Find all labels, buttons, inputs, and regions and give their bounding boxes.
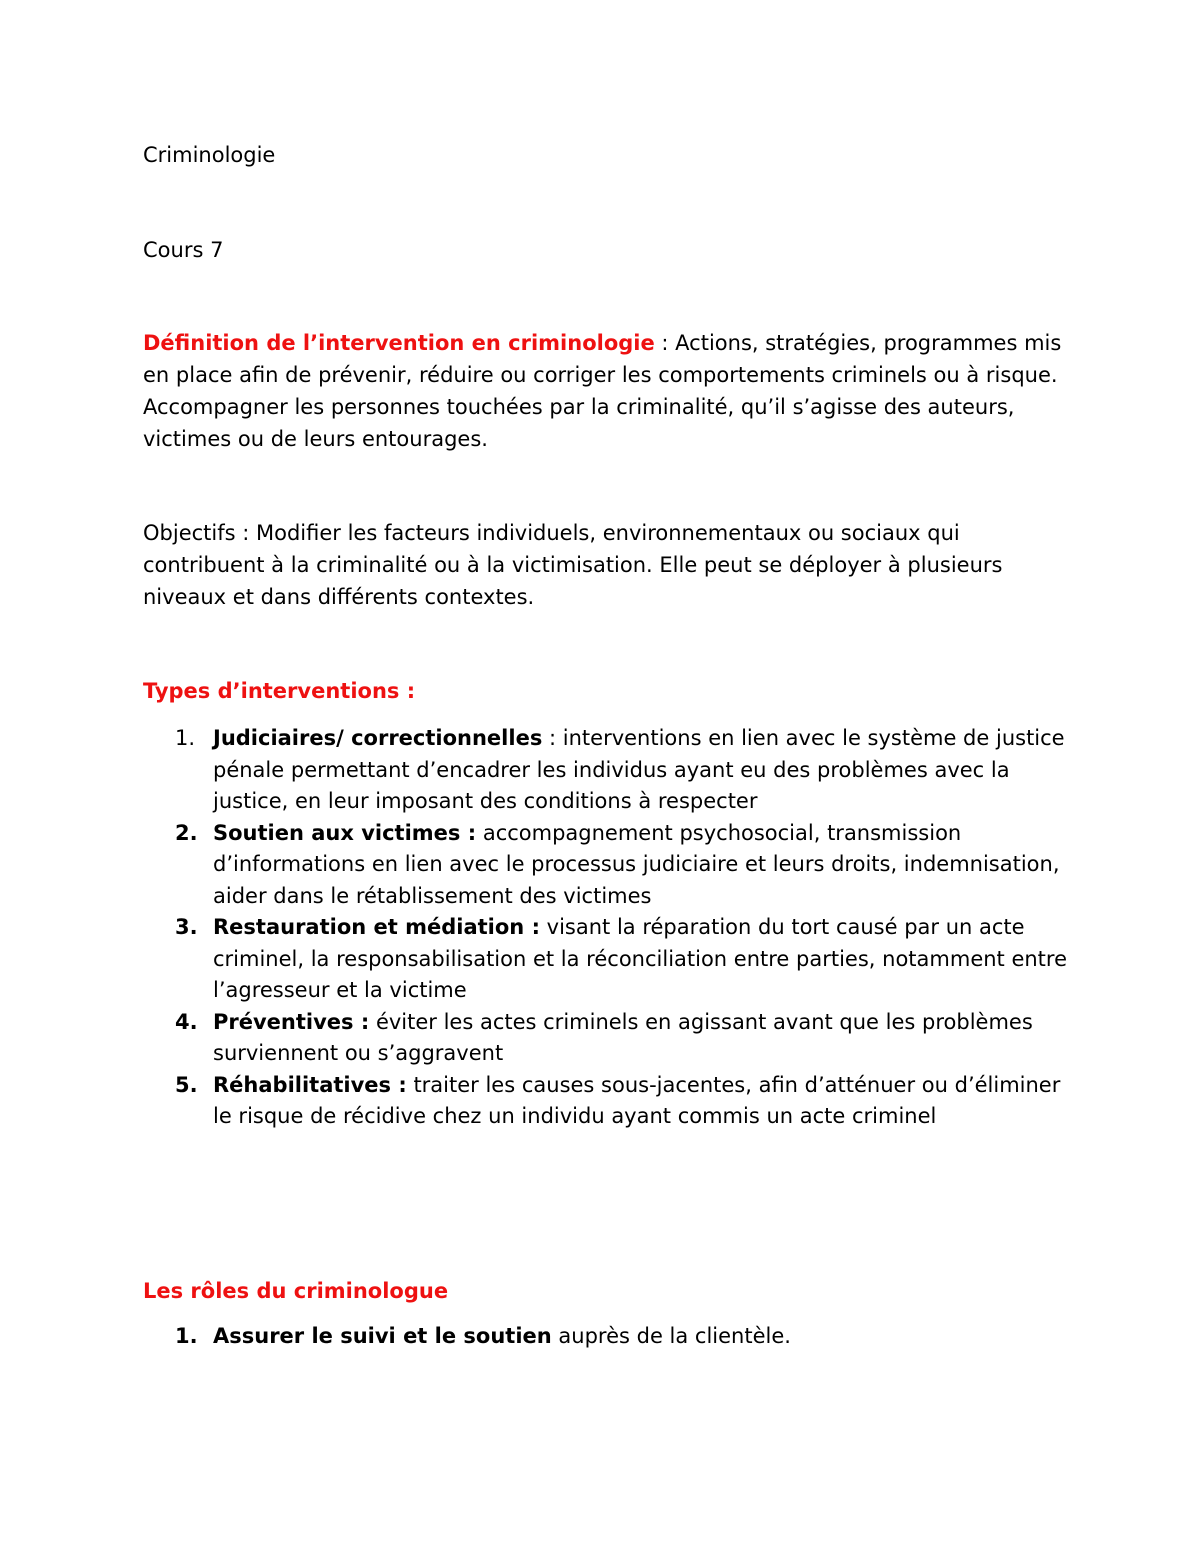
list-number: 2. [175,820,198,845]
definition-heading: Définition de l’intervention en criminologie [143,331,655,355]
course-number: Cours 7 [143,238,224,262]
list-item [143,1007,1073,1070]
list-term: Assurer le suivi et le soutien [213,1324,552,1348]
list-separator [476,821,483,845]
definition-separator: : [654,331,676,355]
list-number: 1. [175,1324,198,1348]
list-term: Soutien aux victimes : [213,820,477,845]
list-text: éviter les actes criminels en agissant avant que les problèmes surviennent ou s’aggravent [213,1009,1033,1065]
list-item [143,1321,1073,1353]
roles-heading: Les rôles du criminologue [143,1279,449,1303]
list-separator: : [542,726,563,750]
list-item [143,723,1073,818]
list-text: accompagnement psychosocial, transmission d’informations en lien avec le processus judiciaire et leurs droits, indemnisation, aider dans le rétablissement des victimes [213,820,1060,908]
definition-paragraph [143,327,1073,455]
list-term: Judiciaires/ correctionnelles [213,726,543,750]
list-text: interventions en lien avec le système de justice pénale permettant d’encadrer les individus ayant eu des problèmes avec la justice, en leur imposant des conditions à respecter [213,726,1065,813]
list-text: visant la réparation du tort causé par un acte criminel, la responsabilisation et la réconciliation entre parties, notamment entre l’agresseur et la victime [213,915,1068,1002]
list-text: auprès de la clientèle. [558,1324,791,1348]
list-text: traiter les causes sous-jacentes, afin d’atténuer ou d’éliminer le risque de récidive chez un individu ayant commis un acte criminel [213,1072,1061,1128]
list-number: 5. [175,1072,198,1097]
document-title: Criminologie [143,143,276,167]
list-item [143,818,1073,913]
objectives-paragraph: Objectifs : Modifier les facteurs individuels, environnementaux ou sociaux qui contribuent à la criminalité ou à la victimisation. Elle peut se déployer à plusieurs niveaux et dans différents contextes. [143,521,1003,609]
list-number: 4. [175,1009,198,1034]
roles-list [143,1321,1073,1353]
types-list [143,723,1073,1133]
list-term: Préventives : [213,1009,370,1034]
list-term: Réhabilitatives : [213,1072,407,1097]
list-number: 3. [175,915,198,939]
types-heading: Types d’interventions : [143,679,416,703]
list-separator [369,1010,376,1034]
list-separator [540,915,547,939]
list-term: Restauration et médiation : [213,915,540,939]
list-number: 1. [175,726,196,750]
list-item [143,912,1073,1007]
definition-text: Actions, stratégies, programmes mis en place afin de prévenir, réduire ou corriger les comportements criminels ou à risque. Accompagner les personnes touchées par la criminalité, qu’il s’agisse des auteurs, victimes ou de leurs entourages. [143,331,1062,451]
list-item [143,1070,1073,1133]
